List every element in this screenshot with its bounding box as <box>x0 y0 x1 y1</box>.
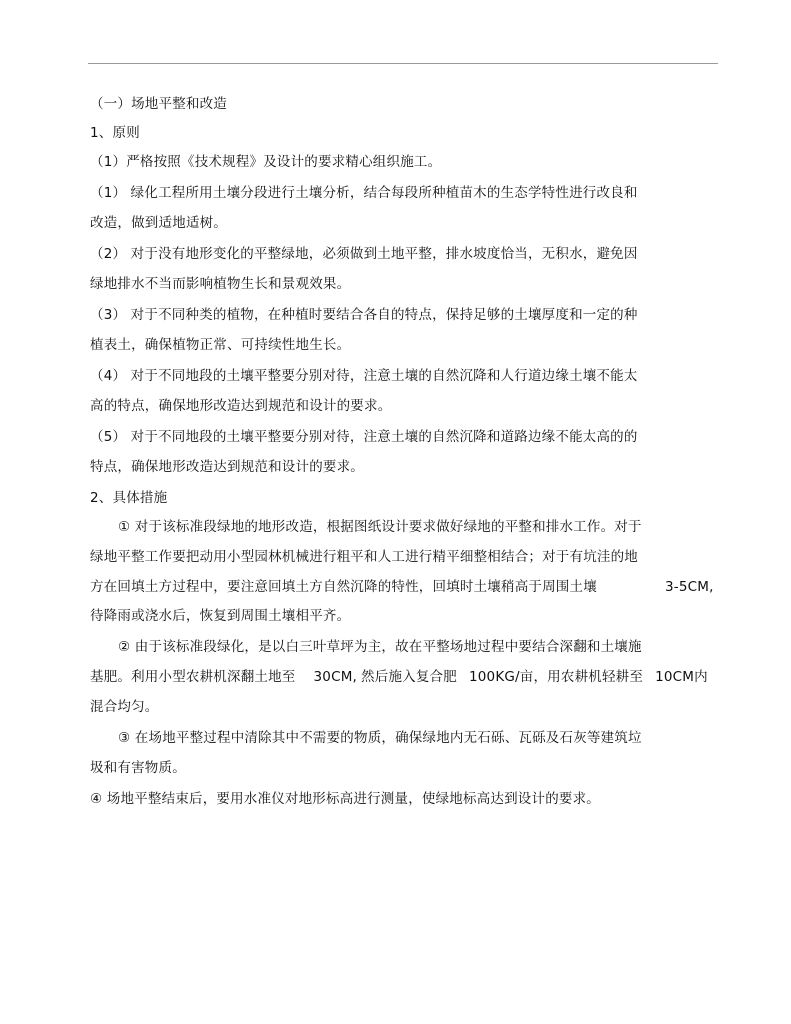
principle-3-line-1: （3） 对于不同种类的植物，在种植时要结合各自的特点，保持足够的土壤厚度和一定的种 <box>90 307 638 323</box>
measure-4-line-1: ④ 场地平整结束后，要用水准仪对地形标高进行测量，使绿地标高达到设计的要求。 <box>90 791 600 807</box>
principle-5-line-1: （5） 对于不同地段的土壤平整要分别对待，注意土壤的自然沉降和道路边缘不能太高的的 <box>90 429 638 445</box>
measure-1-line-2: 绿地平整工作要把动用小型园林机械进行粗平和人工进行精平细整相结合；对于有坑洼的地 <box>90 549 638 565</box>
measure-2-depth: 30CM, <box>313 669 358 685</box>
measure-2-line-2 <box>90 668 708 686</box>
section-title: （一）场地平整和改造 <box>90 96 227 112</box>
measure-1-line-1: ① 对于该标准段绿地的地形改造，根据图纸设计要求做好绿地的平整和排水工作。对于 <box>118 519 642 535</box>
measure-2-line-1: ② 由于该标准段绿化，是以白三叶草坪为主，故在平整场地过程中要结合深翻和土壤施 <box>118 639 642 655</box>
measure-3-line-1: ③ 在场地平整过程中清除其中不需要的物质，确保绿地内无石砾、瓦砾及石灰等建筑垃 <box>118 730 642 746</box>
measure-2-line-3: 混合均匀。 <box>90 699 159 715</box>
principle-line: （1）严格按照《技术规程》及设计的要求精心组织施工。 <box>90 154 442 170</box>
principle-2-line-2: 绿地排水不当而影响植物生长和景观效果。 <box>90 276 351 292</box>
measure-2-text-1: 基肥。利用小型农耕机深翻土地至 <box>90 669 296 685</box>
heading-measures: 2、具体措施 <box>90 490 168 506</box>
heading-principles: 1、原则 <box>90 125 140 141</box>
measure-3-line-2: 圾和有害物质。 <box>90 760 186 776</box>
measure-2-text-2: 然后施入复合肥 <box>361 669 457 685</box>
principle-4-line-1: （4） 对于不同地段的土壤平整要分别对待，注意土壤的自然沉降和人行道边缘土壤不能太 <box>90 368 638 384</box>
measure-1-depth-value: 3-5CM, <box>665 579 714 595</box>
header-rule <box>88 63 718 64</box>
measure-1-line-3-text: 方在回填土方过程中，要注意回填土方自然沉降的特性，回填时土壤稍高于周围土壤 <box>90 579 597 595</box>
principle-1-line-2: 改造，做到适地适树。 <box>90 215 227 231</box>
principle-4-line-2: 高的特点，确保地形改造达到规范和设计的要求。 <box>90 398 392 414</box>
measure-2-fertilizer: 100KG/亩，用农耕机轻耕至 <box>468 669 644 685</box>
principle-2-line-1: （2） 对于没有地形变化的平整绿地，必须做到土地平整，排水坡度恰当，无积水，避免因 <box>90 246 638 262</box>
measure-2-tilling-depth: 10CM内 <box>655 669 708 685</box>
principle-1-line-1: （1） 绿化工程所用土壤分段进行土壤分析，结合每段所种植苗木的生态学特性进行改良和 <box>90 185 638 201</box>
principle-5-line-2: 特点，确保地形改造达到规范和设计的要求。 <box>90 459 364 475</box>
measure-1-line-3 <box>90 578 597 596</box>
principle-3-line-2: 植表土，确保植物正常、可持续性地生长。 <box>90 337 351 353</box>
measure-1-line-4: 待降雨或浇水后，恢复到周围土壤相平齐。 <box>90 608 351 624</box>
